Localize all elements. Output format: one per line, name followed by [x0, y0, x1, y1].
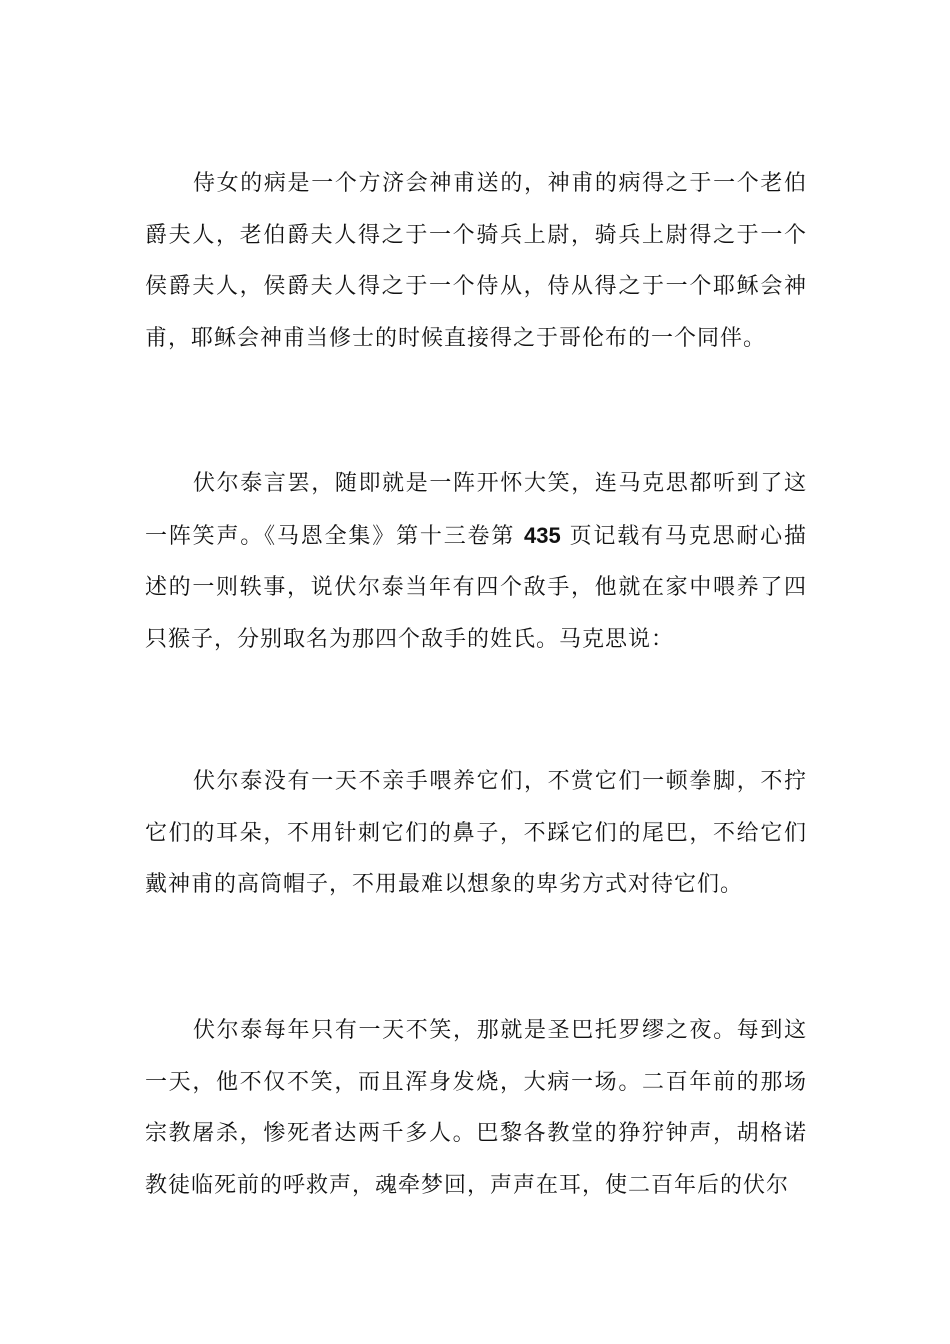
paragraph-1-text: 侍女的病是一个方济会神甫送的，神甫的病得之于一个老伯爵夫人，老伯爵夫人得之于一个骑兵上尉，骑兵上尉得之于一个侯爵夫人，侯爵夫人得之于一个侍从，侍从得之于一个耶稣会神甫，耶稣会神甫当修士的时候直接得之于哥伦布的一个同伴。 [145, 171, 807, 351]
paragraph-3 [145, 756, 807, 911]
paragraph-3-text: 伏尔泰没有一天不亲手喂养它们，不赏它们一顿拳脚，不拧它们的耳朵，不用针刺它们的鼻子，不踩它们的尾巴，不给它们戴神甫的高筒帽子，不用最难以想象的卑劣方式对待它们。 [145, 769, 807, 897]
paragraph-2-text-before: 伏尔泰言罢，随即就是一阵开怀大笑，连马克思都听到了这一阵笑声。《马恩全集》第十三卷第 [145, 471, 807, 549]
paragraph-2 [145, 458, 807, 665]
page-number-reference: 435 [524, 522, 561, 548]
paragraph-2-text-after: 页记载有马克思耐心描述的一则轶事，说伏尔泰当年有四个敌手，他就在家中喂养了四只猴子，分别取名为那四个敌手的姓氏。马克思说： [145, 523, 807, 652]
paragraph-4 [145, 1005, 807, 1211]
paragraph-1 [145, 158, 807, 364]
paragraph-4-text: 伏尔泰每年只有一天不笑，那就是圣巴托罗缪之夜。每到这一天，他不仅不笑，而且浑身发烧，大病一场。二百年前的那场宗教屠杀，惨死者达两千多人。巴黎各教堂的狰狞钟声，胡格诺教徒临死前的呼救声，魂牵梦回，声声在耳，使二百年后的伏尔 [145, 1018, 807, 1198]
